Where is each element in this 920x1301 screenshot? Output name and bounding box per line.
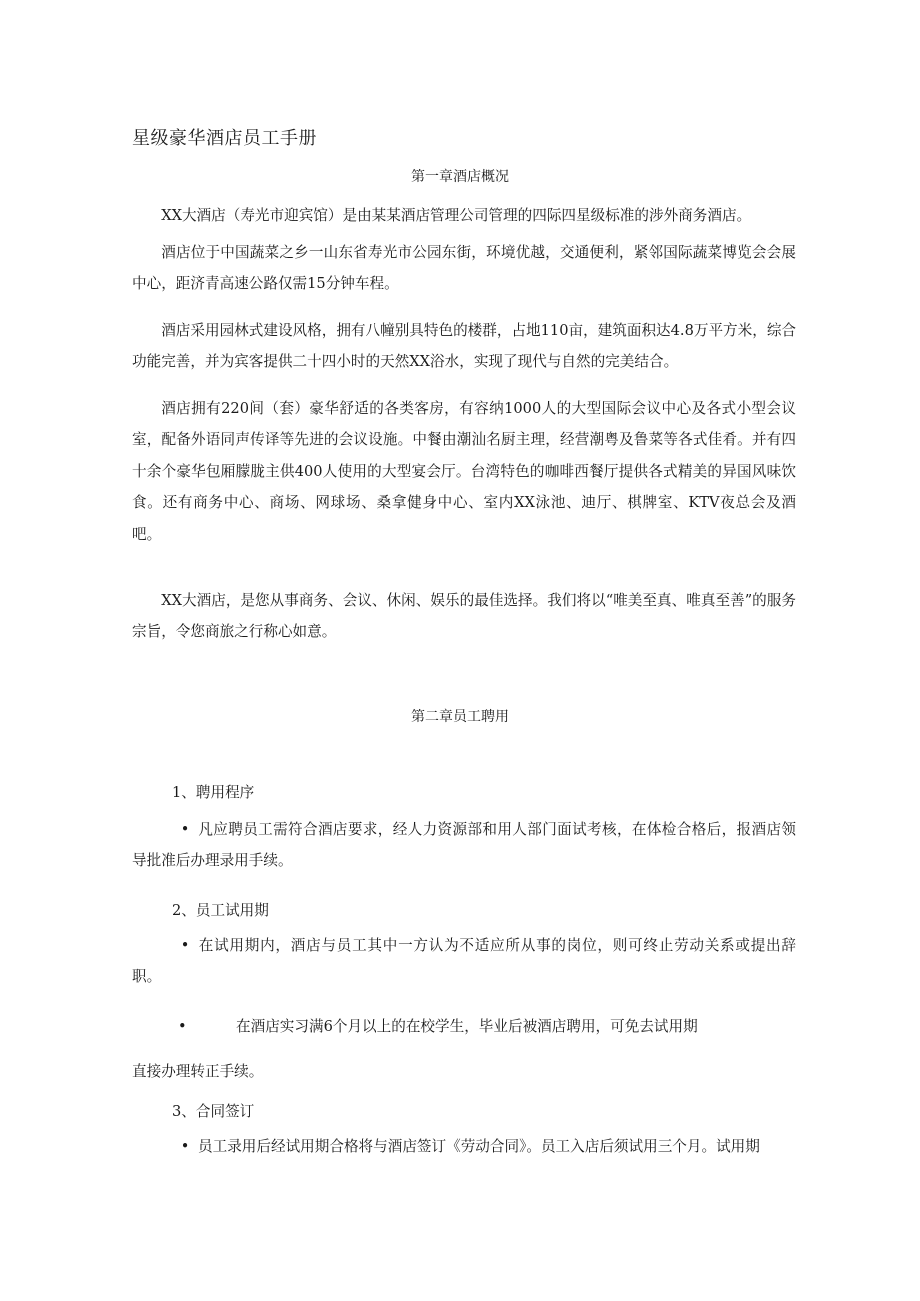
chapter-1-paragraph-1: XX大酒店（寿光市迎宾馆）是由某某酒店管理公司管理的四际四星级标准的涉外商务酒店。 — [161, 207, 752, 224]
section-2-bullet-1-text: 在试用期内，酒店与员工其中一方认为不适应所从事的岗位，则可终止劳动关系或提出辞职。 — [132, 937, 796, 986]
section-1-bullet-1 — [132, 814, 796, 877]
section-2-bullet-1 — [132, 930, 796, 993]
section-1-bullet-1-text: 凡应聘员工需符合酒店要求，经人力资源部和用人部门面试考核，在体检合格后，报酒店领导批准后办理录用手续。 — [132, 821, 796, 870]
chapter-1-paragraph-3: 酒店采用园林式建设风格，拥有八幢别具特色的楼群，占地110亩，建筑面积达4.8万平方米，综合功能完善，并为宾客提供二十四小时的天然XX浴水，实现了现代与自然的完美结合。 — [132, 322, 797, 371]
chapter-1-heading: 第一章酒店概况 — [411, 169, 509, 185]
section-3-bullet-1 — [132, 1131, 796, 1162]
section-2-heading: 2、员工试用期 — [172, 902, 269, 919]
section-3-heading: 3、合同签订 — [172, 1103, 255, 1120]
bullet-icon: • — [180, 937, 190, 954]
chapter-1-paragraph-5: XX大酒店，是您从事商务、会议、休闲、娱乐的最佳选择。我们将以“唯美至真、唯真至善”的服务宗旨，令您商旅之行称心如意。 — [132, 592, 796, 641]
chapter-2-heading: 第二章员工聘用 — [411, 709, 509, 725]
document-title: 星级豪华酒店员工手册 — [132, 128, 317, 149]
bullet-icon: • — [180, 1138, 190, 1155]
section-3-bullet-1-text: 员工录用后经试用期合格将与酒店签订《劳动合同》。员工入店后须试用三个月。试用期 — [198, 1138, 760, 1155]
chapter-1-paragraph-4: 酒店拥有220间（套）豪华舒适的各类客房，有容纳1000人的大型国际会议中心及各式小型会议室，配备外语同声传译等先进的会议设施。中餐由潮汕名厨主理，经营潮粤及鲁菜等各式佳肴。并有四十余个豪华包厢朦胧主供400人使用的大型宴会厅。台湾特色的咖啡西餐厅提供各式精美的异国风味饮食。还有商务中心、商场、网球场、桑拿健身中心、室内XX泳池、迪厅、棋牌室、KTV夜总会及酒吧。 — [132, 400, 796, 543]
bullet-icon: • — [178, 1018, 187, 1035]
chapter-1-paragraph-2: 酒店位于中国蔬菜之乡一山东省寿光市公园东街，环境优越，交通便利，紧邻国际蔬菜博览会会展中心，距济青高速公路仅需15分钟车程。 — [132, 244, 796, 293]
section-2-bullet-2-continuation: 直接办理转正手续。 — [132, 1063, 264, 1080]
section-2-bullet-2 — [132, 1011, 796, 1042]
bullet-icon: • — [180, 821, 190, 838]
section-2-bullet-2-text: 在酒店实习满6个月以上的在校学生，毕业后被酒店聘用，可免去试用期 — [236, 1018, 698, 1035]
section-1-heading: 1、聘用程序 — [172, 784, 255, 801]
